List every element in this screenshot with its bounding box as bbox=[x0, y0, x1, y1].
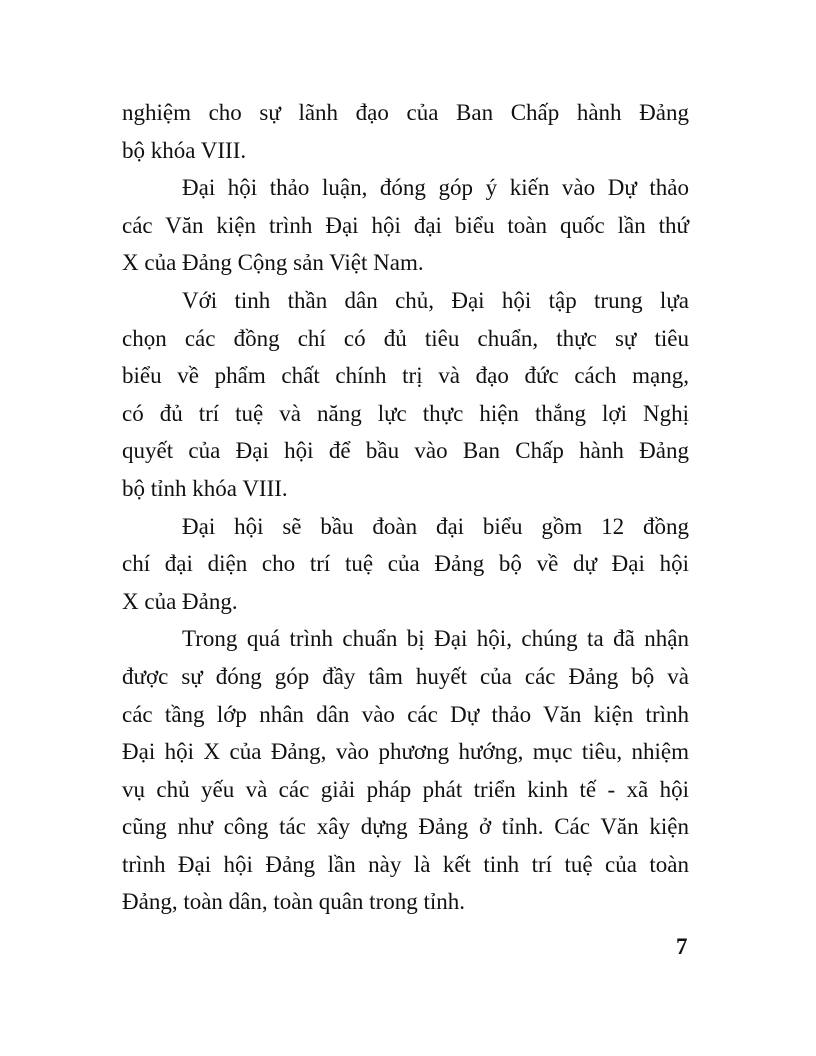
text-line: vụ chủ yếu và các giải pháp phát triển kinh tế - xã hội bbox=[122, 776, 689, 802]
text-line: nghiệm cho sự lãnh đạo của Ban Chấp hành Đảng bbox=[122, 100, 689, 125]
paragraph bbox=[122, 508, 689, 621]
text-line: bộ khóa VIII. bbox=[122, 137, 247, 163]
text-line: Đại hội sẽ bầu đoàn đại biểu gồm 12 đồng bbox=[182, 513, 689, 539]
paragraph bbox=[122, 169, 689, 282]
text-line: quyết của Đại hội để bầu vào Ban Chấp hành Đảng bbox=[122, 438, 689, 464]
page-body bbox=[122, 94, 689, 921]
text-line: được sự đóng góp đầy tâm huyết của các Đảng bộ và bbox=[122, 663, 689, 689]
paragraph bbox=[122, 620, 689, 921]
text-line: các tầng lớp nhân dân vào các Dự thảo Văn kiện trình bbox=[122, 701, 689, 727]
text-line: có đủ trí tuệ và năng lực thực hiện thắng lợi Nghị bbox=[122, 400, 689, 426]
text-line: chí đại diện cho trí tuệ của Đảng bộ về dự Đại hội bbox=[122, 551, 689, 577]
paragraph bbox=[122, 94, 689, 169]
text-line: Đại hội thảo luận, đóng góp ý kiến vào Dự thảo bbox=[182, 175, 689, 201]
text-line: Với tinh thần dân chủ, Đại hội tập trung lựa bbox=[182, 287, 689, 313]
text-line: X của Đảng. bbox=[122, 588, 238, 614]
text-line: các Văn kiện trình Đại hội đại biểu toàn quốc lần thứ bbox=[122, 212, 689, 238]
text-line: cũng như công tác xây dựng Đảng ở tỉnh. Các Văn kiện bbox=[122, 814, 689, 840]
text-line: biểu về phẩm chất chính trị và đạo đức cách mạng, bbox=[122, 363, 689, 389]
text-line: Đảng, toàn dân, toàn quân trong tỉnh. bbox=[122, 889, 466, 915]
text-line: Đại hội X của Đảng, vào phương hướng, mục tiêu, nhiệm bbox=[122, 739, 689, 765]
text-line: Trong quá trình chuẩn bị Đại hội, chúng ta đã nhận bbox=[182, 626, 689, 652]
page-number: 7 bbox=[676, 934, 688, 959]
text-line: bộ tỉnh khóa VIII. bbox=[122, 475, 288, 501]
text-line: X của Đảng Cộng sản Việt Nam. bbox=[122, 250, 424, 276]
text-line: trình Đại hội Đảng lần này là kết tinh trí tuệ của toàn bbox=[122, 851, 689, 877]
paragraph bbox=[122, 282, 689, 508]
text-line: chọn các đồng chí có đủ tiêu chuẩn, thực sự tiêu bbox=[122, 325, 689, 351]
